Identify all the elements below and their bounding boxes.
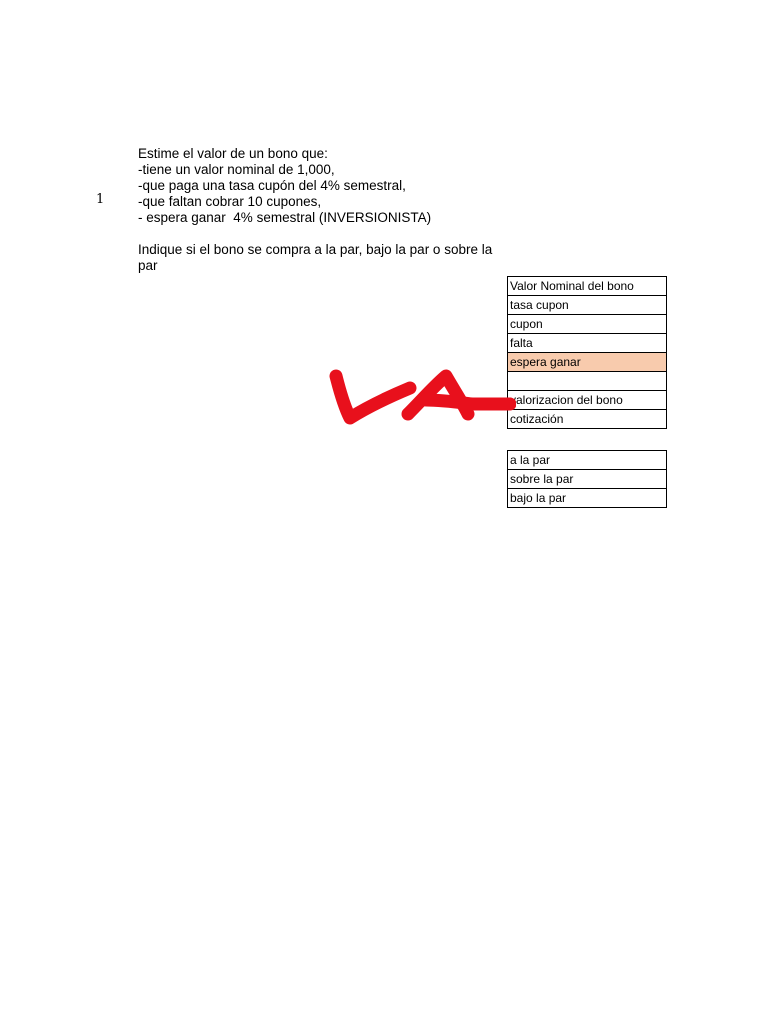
table-cell: valorizacion del bono	[508, 391, 667, 410]
table-cell-highlighted: espera ganar	[508, 353, 667, 372]
table-row	[508, 296, 667, 315]
table-cell: Valor Nominal del bono	[508, 277, 667, 296]
table-cell: sobre la par	[508, 470, 667, 489]
problem-question: Indique si el bono se compra a la par, bajo la par o sobre la par	[138, 242, 493, 273]
table-row	[508, 391, 667, 410]
scribble-a-crossbar	[426, 400, 510, 404]
table-row	[508, 489, 667, 508]
table-row	[508, 451, 667, 470]
problem-line: Estime el valor de un bono que:	[138, 146, 328, 161]
scribble-v-stroke	[336, 376, 410, 418]
handwritten-va-annotation	[326, 362, 516, 430]
table-row	[508, 353, 667, 372]
bond-valuation-table	[507, 276, 667, 429]
table-row	[508, 334, 667, 353]
table-cell: bajo la par	[508, 489, 667, 508]
table-cell: cotización	[508, 410, 667, 429]
problem-number: 1	[96, 192, 105, 207]
table-cell: falta	[508, 334, 667, 353]
par-result-table	[507, 450, 667, 508]
table-row	[508, 372, 667, 391]
table-row	[508, 315, 667, 334]
problem-statement	[138, 146, 510, 274]
problem-line: -que faltan cobrar 10 cupones,	[138, 194, 322, 209]
problem-line: - espera ganar 4% semestral (INVERSIONISTA)	[138, 210, 432, 225]
table-row	[508, 277, 667, 296]
table-cell-empty	[508, 372, 667, 391]
table-cell: cupon	[508, 315, 667, 334]
paragraph-gap	[138, 226, 510, 242]
problem-line: -que paga una tasa cupón del 4% semestral,	[138, 178, 406, 193]
table-row	[508, 470, 667, 489]
problem-line: -tiene un valor nominal de 1,000,	[138, 162, 335, 177]
table-cell: a la par	[508, 451, 667, 470]
table-cell: tasa cupon	[508, 296, 667, 315]
table-row	[508, 410, 667, 429]
